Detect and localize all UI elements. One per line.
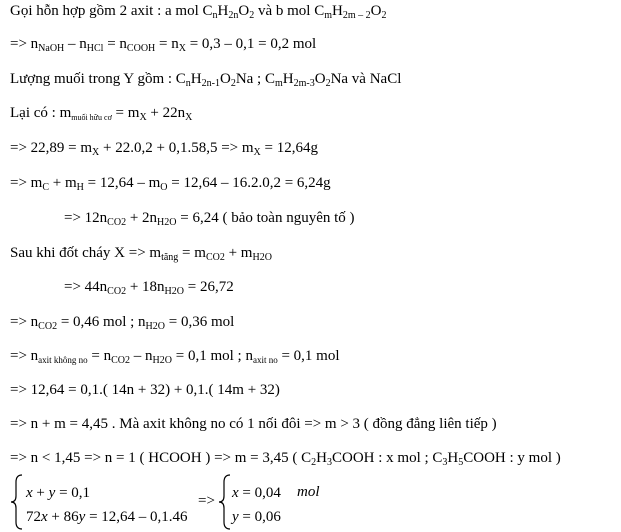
line-mc-mh: => $m_C + m_H = 12,64 - m_O = 12,64 - 16.2.0,2 = 6,24g$ — [10, 175, 331, 193]
mol-unit: mol — [297, 484, 320, 500]
line-nx: => $n_{NaOH} - n_{HCl} = n_{COOH} = n_X = 0,3 - 0,1 = 0,2$ mol — [10, 36, 317, 54]
line-n-plus-m: => n + m = 4,45 . Mà axit không no có 1 nối đôi => m > 3 ( đồng đẳng liên tiếp ) — [10, 416, 497, 432]
equation-system — [10, 474, 320, 530]
line-acid-identity: => n < 1,45 => n = 1 ( HCOOH ) => m = 3,45 ( $C_2H_3COOH$ : x mol ; $C_3H_5COOH$ : y mol ) — [10, 450, 561, 468]
right-brace-icon — [218, 474, 232, 530]
line-salts: Lượng muối trong Y gồm : $C_nH_{2n-1}O_2Na$ ; $C_mH_{2m-3}O_2Na$ và NaCl — [10, 71, 402, 89]
line-combustion: Sau khi đốt cháy $X => m_{tăng} = m_{CO2} + m_{H2O}$ — [10, 245, 272, 263]
left-brace-icon — [10, 474, 24, 530]
result-x: x = 0,04 — [232, 485, 281, 501]
equation-2: 72x + 86y = 12,64 – 0,1.46 — [26, 509, 188, 525]
line-mass-increase: => $44n_{CO2} + 18n_{H2O} = 26,72$ — [64, 279, 234, 297]
line-moles: => $n_{CO2} = 0,46$ mol ; $n_{H2O} = 0,36$ mol — [10, 314, 235, 332]
line-mx: => $22,89 = m_X + 22.0,2 + 0,1.58,5 => m_X = 12,64g$ — [10, 140, 318, 158]
result-y: y = 0,06 — [232, 509, 281, 525]
line-mass-equation: => 12,64 = 0,1.( 14n + 32) + 0,1.( 14m + 32) — [10, 382, 280, 398]
line-conservation: => $12n_{CO2} + 2n_{H2O} = 6,24$ ( bảo toàn nguyên tố ) — [64, 210, 355, 228]
implies-arrow: => — [198, 493, 215, 509]
line-acid-moles: => $n_{axit không no} = n_{CO2} - n_{H2O} = 0,1$ mol ; $n_{axit no} = 0,1$ mol — [10, 348, 340, 366]
line-mass-relation: Lại có : $m_{muối hữu cơ} = m_X + 22n_X$ — [10, 105, 193, 123]
line-mixture: Gọi hỗn hợp gồm 2 axit : a mol $C_nH_{2n}O_2$ và b mol $C_mH_{2m - 2}O_2$ — [10, 3, 387, 21]
equation-1: x + y = 0,1 — [26, 485, 91, 501]
